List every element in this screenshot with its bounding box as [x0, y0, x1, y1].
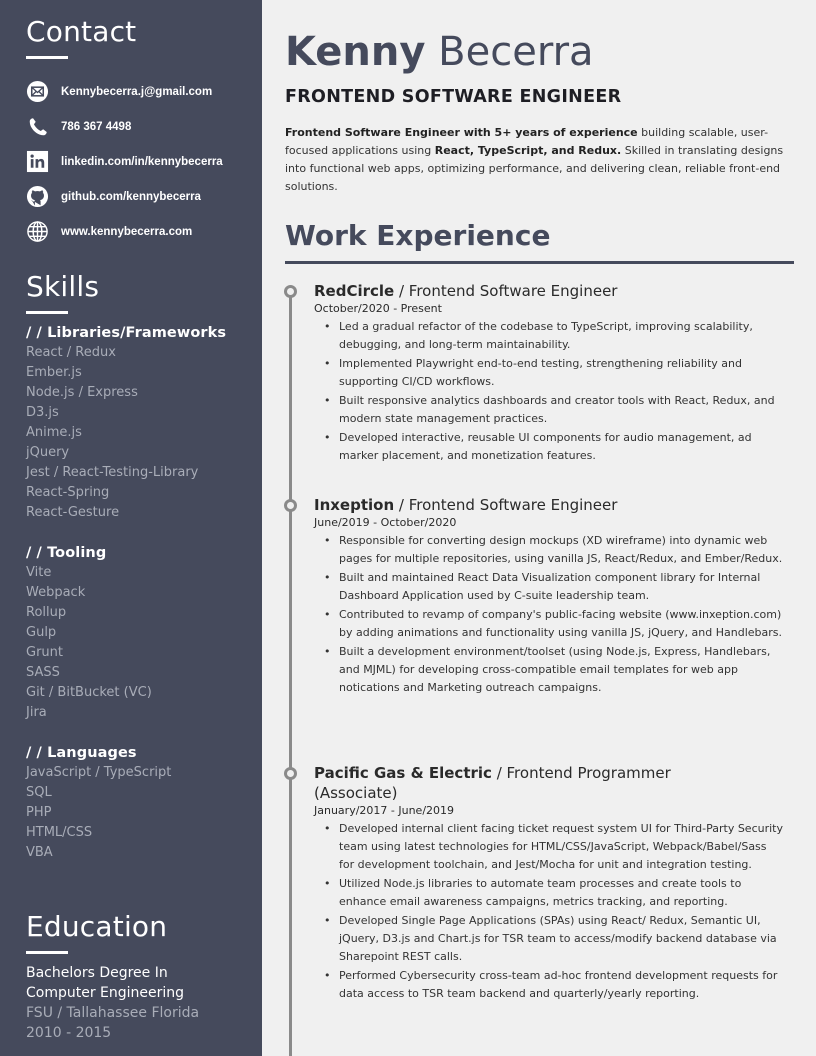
job-company: Inxeption [314, 496, 395, 514]
sidebar [0, 0, 262, 1056]
skills-heading-underline [26, 311, 68, 314]
contact-website-text: www.kennybecerra.com [61, 225, 193, 238]
job-bullet: • Built a development environment/toolset (using Node.js, Express, Handlebars, and MJML) for developing cross-compatible email templates for web app notications and Marketing outreach campaigns. [339, 643, 783, 697]
first-name: Kenny [285, 29, 426, 75]
skill-item: Anime.js [26, 425, 82, 440]
education-section-header [26, 910, 168, 954]
job-company: Pacific Gas & Electric [314, 764, 492, 782]
skill-item: Ember.js [26, 365, 82, 380]
contact-github-text: github.com/kennybecerra [61, 190, 201, 203]
skill-item: jQuery [26, 445, 70, 460]
job-bullet: • Contributed to revamp of company's public-facing website (www.inxeption.com) by adding animations and functionality using vanilla JS, jQuery, and Handlebars. [339, 606, 783, 642]
candidate-name [285, 29, 594, 75]
globe-icon [26, 220, 49, 243]
work-experience-underline [285, 261, 794, 264]
summary-text: Skilled in translating designs into functional web apps, optimizing performance, and delivering clean, reliable front-end solutions. [285, 144, 784, 193]
skill-item: HTML/CSS [26, 825, 93, 840]
education-degree-major: Computer Engineering [26, 985, 185, 1001]
contact-heading: Contact [26, 15, 137, 48]
skill-item: Rollup [26, 605, 67, 620]
job-bullet: • Developed Single Page Applications (SPAs) using React/ Redux, Semantic UI, jQuery, D3.js and Chart.js for TSR team to access/modify backend database via Sharepoint REST calls. [339, 912, 783, 966]
summary-bold: React, TypeScript, and Redux. [434, 144, 622, 157]
job-company: RedCircle [314, 282, 395, 300]
job-bullet: • Developed interactive, reusable UI components for audio management, ad marker placement, and monetization features. [339, 429, 783, 465]
timeline-dot-icon [284, 767, 297, 780]
contact-heading-underline [26, 56, 68, 59]
skill-item: Jira [26, 705, 47, 720]
job-bullets [339, 318, 783, 465]
contact-phone-text: 786 367 4498 [61, 120, 132, 133]
skill-group-tooling [26, 543, 152, 723]
skill-group-libraries [26, 323, 226, 523]
education-heading: Education [26, 910, 168, 943]
job-bullet: • Built responsive analytics dashboards and creator tools with React, Redux, and modern state management practices. [339, 392, 783, 428]
skill-item: React / Redux [26, 345, 116, 360]
job-role: / Frontend Software Engineer [394, 496, 618, 514]
job-dates: June/2019 - October/2020 [314, 516, 457, 529]
job-heading [314, 495, 797, 515]
contact-email-text: Kennybecerra.j@gmail.com [61, 85, 213, 98]
skill-item: Webpack [26, 585, 86, 600]
job-entry-pge [285, 763, 797, 1003]
contact-github[interactable] [26, 179, 223, 214]
job-bullets [339, 532, 783, 697]
skills-section-header [26, 270, 100, 314]
skill-group-languages [26, 743, 171, 863]
skills-heading: Skills [26, 270, 100, 303]
job-bullet: • Performed Cybersecurity cross-team ad-hoc frontend development requests for data access to TSR team backend and quarterly/yearly reporting. [339, 967, 783, 1003]
skill-item: D3.js [26, 405, 59, 420]
job-entry-inxeption [285, 495, 797, 697]
skill-item: Grunt [26, 645, 63, 660]
education-entry [26, 963, 256, 1043]
skill-category: / / Libraries/Frameworks [26, 325, 227, 341]
skill-item: Node.js / Express [26, 385, 138, 400]
skill-item: PHP [26, 805, 52, 820]
linkedin-icon [26, 150, 49, 173]
job-bullet: • Responsible for converting design mockups (XD wireframe) into dynamic web pages for multiple repositories, using vanilla JS, React/Redux, and Ember/Redux. [339, 532, 783, 568]
contact-linkedin[interactable] [26, 144, 223, 179]
job-bullets [339, 820, 783, 1003]
education-years: 2010 - 2015 [26, 1025, 112, 1041]
education-heading-underline [26, 951, 68, 954]
phone-icon [26, 115, 49, 138]
job-bullet: • Led a gradual refactor of the codebase to TypeScript, improving scalability, debugging, and long-term maintainability. [339, 318, 783, 354]
skill-item: JavaScript / TypeScript [26, 765, 172, 780]
job-entry-redcircle [285, 281, 797, 465]
job-heading [314, 763, 714, 803]
contact-linkedin-text: linkedin.com/in/kennybecerra [61, 155, 223, 168]
last-name: Becerra [425, 29, 594, 75]
job-bullet: • Utilized Node.js libraries to automate team processes and create tools to enhance email awareness campaigns, metrics tracking, and reporting. [339, 875, 783, 911]
job-bullet: • Developed internal client facing ticket request system UI for Third-Party Security team using latest technologies for HTML/CSS/JavaScript, Webpack/Babel/Sass for development toolchain, and Jest/Mocha for unit and integration testing. [339, 820, 783, 874]
skill-item: SASS [26, 665, 60, 680]
contact-email[interactable] [26, 74, 223, 109]
job-bullet: • Implemented Playwright end-to-end testing, strengthening reliability and supporting CI/CD workflows. [339, 355, 783, 391]
timeline-dot-icon [284, 285, 297, 298]
skill-item: Jest / React-Testing-Library [26, 465, 199, 480]
job-dates: January/2017 - June/2019 [314, 804, 455, 817]
skill-item: Gulp [26, 625, 57, 640]
github-icon [26, 185, 49, 208]
skill-item: React-Gesture [26, 505, 120, 520]
job-dates: October/2020 - Present [314, 302, 442, 315]
education-school: FSU / Tallahassee Florida [26, 1005, 200, 1021]
education-degree: Bachelors Degree In [26, 965, 168, 981]
contact-list [26, 74, 223, 249]
work-experience-heading: Work Experience [285, 219, 551, 252]
summary-text: building scalable, user-focused applications using [285, 126, 769, 157]
skill-item: React-Spring [26, 485, 110, 500]
skill-item: VBA [26, 845, 53, 860]
job-role: / Frontend Programmer (Associate) [314, 764, 671, 802]
skill-item: Vite [26, 565, 52, 580]
skill-item: Git / BitBucket (VC) [26, 685, 152, 700]
summary-bold: Frontend Software Engineer with 5+ years of experience [285, 126, 638, 139]
job-role: / Frontend Software Engineer [394, 282, 618, 300]
skill-category: / / Languages [26, 745, 137, 761]
contact-section-header [26, 15, 137, 59]
email-icon [26, 80, 49, 103]
skill-category: / / Tooling [26, 545, 107, 561]
job-title: FRONTEND SOFTWARE ENGINEER [285, 87, 622, 107]
contact-website[interactable] [26, 214, 223, 249]
skill-item: SQL [26, 785, 52, 800]
timeline-dot-icon [284, 499, 297, 512]
contact-phone[interactable] [26, 109, 223, 144]
job-heading [314, 281, 797, 301]
summary-paragraph [285, 124, 785, 196]
job-bullet: • Built and maintained React Data Visualization component library for Internal Dashboard Application used by C-suite leadership team. [339, 569, 783, 605]
